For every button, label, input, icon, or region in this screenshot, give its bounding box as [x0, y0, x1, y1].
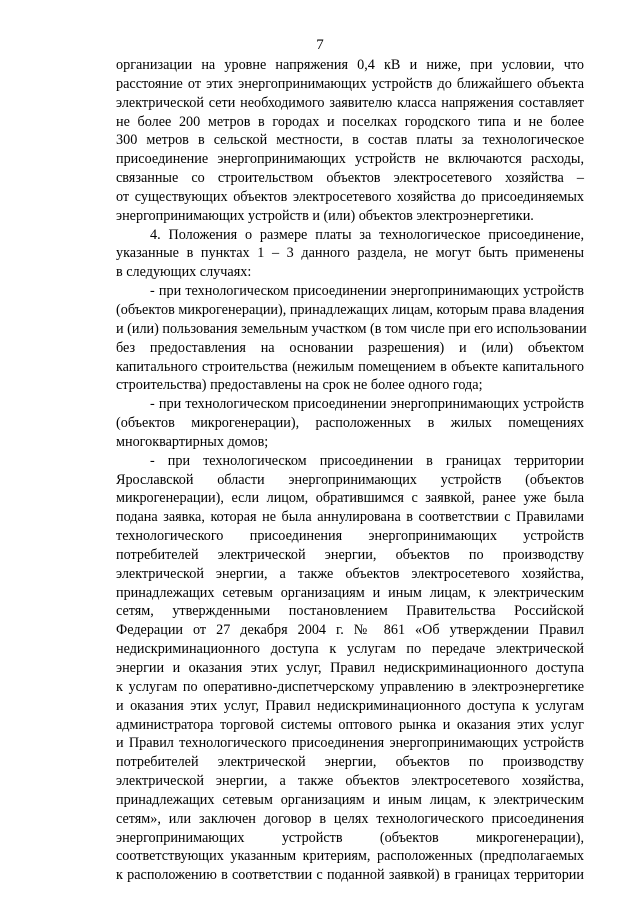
text-line: - при технологическом присоединении в границах территории	[150, 452, 584, 469]
text-line: 300 метров в сельской местности, в состав платы за технологическое	[116, 132, 584, 149]
text-line: присоединение энергопринимающих устройств не включаются расходы,	[116, 151, 584, 168]
text-line: - при технологическом присоединении энергопринимающих устройств	[150, 396, 584, 413]
text-line: указанные в пунктах 1 – 3 данного раздела, не могут быть применены	[116, 245, 584, 262]
text-line: администратора торговой системы оптового рынка и оказания этих услуг	[116, 716, 584, 733]
text-line: принадлежащих сетевым организациям и иным лицам, к электрическим	[116, 584, 584, 601]
text-line: и Правил технологического присоединения энергопринимающих устройств	[116, 735, 584, 752]
document-body	[116, 56, 587, 885]
text-line: 4. Положения о размере платы за технологическое присоединение,	[150, 226, 584, 243]
text-line: к услугам по оперативно-диспетчерскому управлению в электроэнергетике	[116, 678, 584, 695]
text-line: и (или) пользования земельным участком (в том числе при его использовании	[116, 320, 587, 337]
text-line: капитального строительства (нежилым помещением в объекте капитального	[116, 358, 584, 375]
text-line: электрической энергии, а также объектов электросетевого хозяйства,	[116, 773, 584, 790]
text-line: от существующих объектов электросетевого хозяйства до присоединяемых	[116, 188, 584, 205]
text-line: строительства) предоставлены на срок не более одного года;	[116, 377, 483, 394]
text-line: недискриминационного доступа к услугам по передаче электрической	[116, 641, 584, 658]
text-line: электрической сети необходимого заявителю класса напряжения составляет	[116, 94, 584, 111]
text-line: энергопринимающих устройств и (или) объектов электроэнергетики.	[116, 207, 534, 224]
text-line: энергопринимающих устройств (объектов микрогенерации),	[116, 829, 584, 846]
text-line: потребителей электрической энергии, объектов по производству	[116, 546, 584, 563]
text-line: электрической энергии, а также объектов электросетевого хозяйства,	[116, 565, 584, 582]
text-line: потребителей электрической энергии, объектов по производству	[116, 754, 584, 771]
text-line: и оказания этих услуг, Правил недискриминационного доступа к услугам	[116, 697, 584, 714]
text-line: без предоставления на основании разрешения) и (или) объектом	[116, 339, 584, 356]
text-line: в следующих случаях:	[116, 264, 252, 281]
text-line: принадлежащих сетевым организациям и иным лицам, к электрическим	[116, 791, 584, 808]
text-line: Федерации от 27 декабря 2004 г. № 861 «Об утверждении Правил	[116, 622, 584, 639]
text-line: организации на уровне напряжения 0,4 кВ и ниже, при условии, что	[116, 57, 584, 73]
text-line: технологического присоединения энергопринимающих устройств	[116, 528, 584, 545]
text-line: расстояние от этих энергопринимающих устройств до ближайшего объекта	[116, 75, 584, 92]
text-line: микрогенерации), если лицом, обратившимся с заявкой, ранее уже была	[116, 490, 584, 507]
text-line: сетям», или заключен договор в целях технологического присоединения	[116, 810, 584, 827]
text-line: к расположению в соответствии с поданной заявкой) в границах территории	[116, 867, 584, 884]
text-line: не более 200 метров в городах и поселках городского типа и не более	[116, 113, 584, 130]
text-line: энергии и оказания этих услуг, Правил недискриминационного доступа	[116, 660, 584, 676]
text-line: связанные со строительством объектов электросетевого хозяйства –	[116, 170, 584, 187]
text-line: Ярославской области энергопринимающих устройств (объектов	[116, 471, 584, 488]
text-line: подана заявка, которая не была аннулирована в соответствии с Правилами	[116, 509, 584, 526]
text-line: (объектов микрогенерации), принадлежащих лицам, которым права владения	[116, 301, 585, 318]
text-line: (объектов микрогенерации), расположенных в жилых помещениях	[116, 415, 584, 432]
page-number: 7	[316, 37, 324, 53]
text-line: многоквартирных домов;	[116, 433, 269, 450]
text-line: сетям, утвержденными постановлением Правительства Российской	[116, 603, 584, 620]
text-line: - при технологическом присоединении энергопринимающих устройств	[150, 283, 584, 300]
text-line: соответствующих указанным критериям, расположенных (предполагаемых	[116, 848, 584, 865]
